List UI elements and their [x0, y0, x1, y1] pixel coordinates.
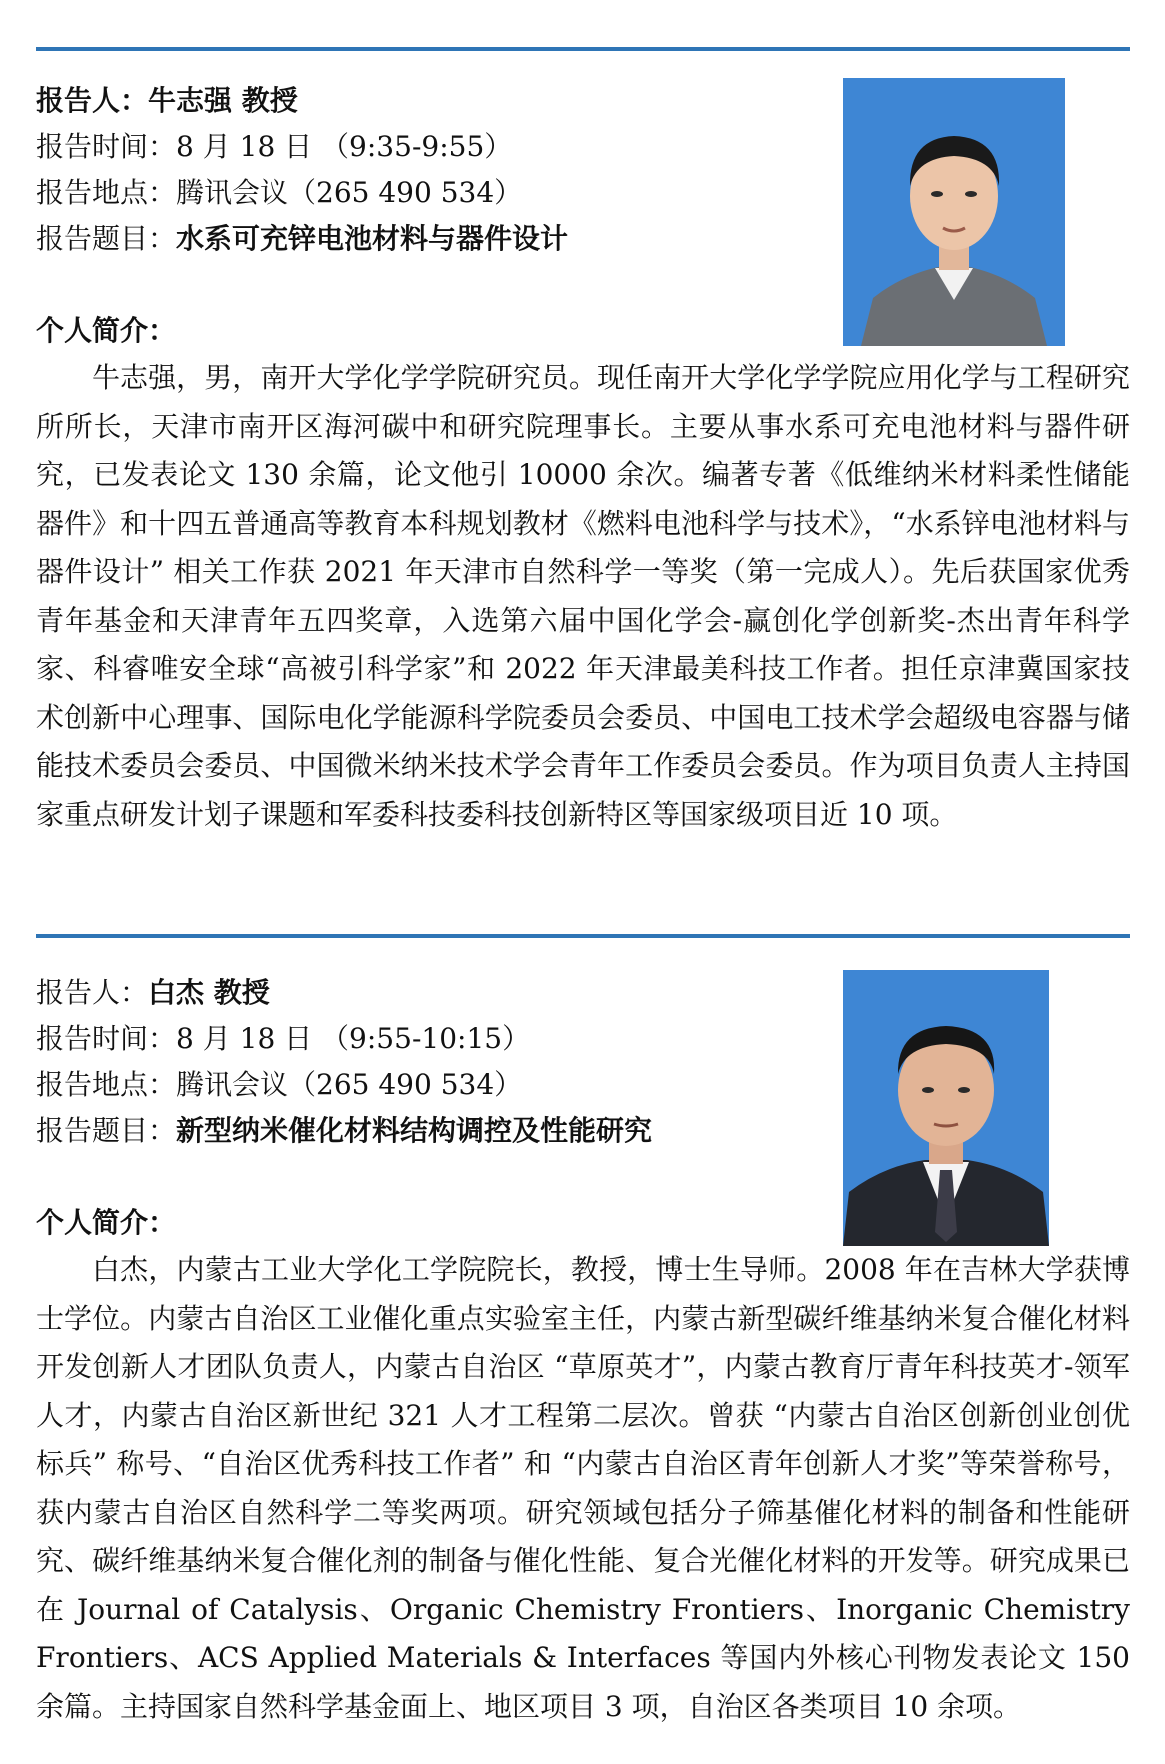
speaker-photo-1 — [843, 78, 1065, 346]
intro-heading: 个人简介： — [36, 1206, 177, 1239]
talk-title: 新型纳米催化材料结构调控及性能研究 — [176, 1114, 653, 1147]
presenter-name: 牛志强 教授 — [148, 84, 298, 117]
section-divider-middle — [36, 934, 1130, 938]
place-value: 腾讯会议（265 490 534） — [176, 176, 523, 209]
intro-heading: 个人简介： — [36, 314, 177, 347]
speaker-photo-2 — [843, 970, 1049, 1246]
title-label: 报告题目： — [36, 1114, 177, 1147]
section-divider-top — [36, 47, 1130, 51]
time-value: 8 月 18 日 （9:55-10:15） — [176, 1022, 531, 1055]
time-label: 报告时间： — [36, 130, 177, 163]
presenter-name: 白杰 教授 — [148, 976, 270, 1009]
talk-title: 水系可充锌电池材料与器件设计 — [176, 222, 569, 255]
title-label: 报告题目： — [36, 222, 177, 255]
place-label: 报告地点： — [36, 1068, 177, 1101]
presenter-label: 报告人： — [36, 976, 149, 1009]
time-value: 8 月 18 日 （9:35-9:55） — [176, 130, 513, 163]
place-label: 报告地点： — [36, 176, 177, 209]
bio-paragraph: 白杰，内蒙古工业大学化工学院院长，教授，博士生导师。2008 年在吉林大学获博士学位。内蒙古自治区工业催化重点实验室主任，内蒙古新型碳纤维基纳米复合催化材料开发创新人才团队负责人，内蒙古自治区 “草原英才”，内蒙古教育厅青年科技英才-领军人才，内蒙古自治区新世纪 321 人才工程第二层次。曾获 “内蒙古自治区创新创业创优标兵” 称号、“自治区优秀科技工作者” 和 “内蒙古自治区青年创新人才奖”等荣誉称号，获内蒙古自治区自然科学二等奖两项。研究领域包括分子筛基催化材料的制备和性能研究、碳纤维基纳米复合催化剂的制备与催化性能、复合光催化材料的开发等。研究成果已在 Journal of Catalysis、Organic Chemistry Frontiers、Inorganic Chemistry Frontiers、ACS Applied Materials & Interfaces 等国内外核心刊物发表论文 150 余篇。主持国家自然科学基金面上、地区项目 3 项，自治区各类项目 10 余项。 — [36, 1253, 1130, 1723]
bio-paragraph: 牛志强，男，南开大学化学学院研究员。现任南开大学化学学院应用化学与工程研究所所长，天津市南开区海河碳中和研究院理事长。主要从事水系可充电池材料与器件研究，已发表论文 130 余篇，论文他引 10000 余次。编著专著《低维纳米材料柔性储能器件》和十四五普通高等教育本科规划教材《燃料电池科学与技术》，“水系锌电池材料与器件设计” 相关工作获 2021 年天津市自然科学一等奖（第一完成人）。先后获国家优秀青年基金和天津青年五四奖章，入选第六届中国化学会-赢创化学创新奖-杰出青年科学家、科睿唯安全球“高被引科学家”和 2022 年天津最美科技工作者。担任京津冀国家技术创新中心理事、国际电化学能源科学院委员会委员、中国电工技术学会超级电容器与储能技术委员会委员、中国微米纳米技术学会青年工作委员会委员。作为项目负责人主持国家重点研发计划子课题和军委科技委科技创新特区等国家级项目近 10 项。 — [36, 361, 1130, 831]
presenter-label: 报告人： — [36, 84, 149, 117]
place-value: 腾讯会议（265 490 534） — [176, 1068, 523, 1101]
time-label: 报告时间： — [36, 1022, 177, 1055]
